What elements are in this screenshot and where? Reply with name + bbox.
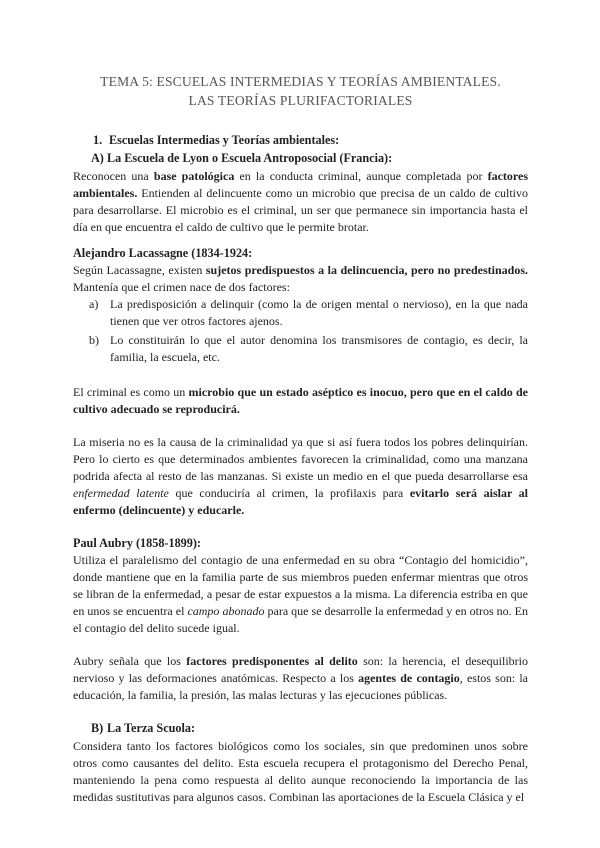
section-1-title: Escuelas Intermedias y Teorías ambientales: [109, 133, 340, 147]
document-page [73, 72, 528, 806]
subsection-a-marker: A) [91, 151, 104, 165]
subsection-a-title: La Escuela de Lyon o Escuela Antroposocial (Francia): [107, 151, 393, 165]
list-marker: b) [89, 333, 99, 347]
bold-base-patologica: base patológica [153, 169, 235, 183]
lacassagne-heading: Alejandro Lacassagne (1834-1924: [73, 246, 253, 260]
title-line-2: LAS TEORÍAS PLURIFACTORIALES [188, 93, 413, 108]
document-title [73, 72, 528, 110]
list-marker: a) [89, 297, 99, 311]
italic-enfermedad-latente: enfermedad latente [73, 486, 169, 500]
section-1-number: 1. [93, 133, 103, 147]
subsection-a-heading [91, 150, 528, 167]
aubry-heading: Paul Aubry (1858-1899): [73, 536, 201, 550]
lyon-paragraph: Reconocen una base patológica en la conducta criminal, aunque completada por factores ambientales. Entienden al delincuente como un microbio que precisa de un caldo de cultivo para desarrollarse. El microbio es el criminal, un ser que permanece sin importancia hasta el día en que encuentra el caldo de cultivo que le permite brotar. [73, 169, 529, 234]
factors-list [73, 296, 528, 366]
bold-microbio: microbio que un estado aséptico es inocuo, pero que en el caldo de cultivo adecuado se reproducirá. [73, 385, 528, 416]
bold-factores-predisponentes: factores predisponentes al delito [186, 654, 358, 668]
list-item: a) La predisposición a delinquir (como la de origen mental o nervioso), en la que nada tienen que ver otros factores ajenos. [89, 297, 528, 328]
bold-agentes-contagio: agentes de contagio [358, 671, 460, 685]
lacassagne-paragraph-1: Según Lacassagne, existen sujetos predispuestos a la delincuencia, pero no predestinados. Mantenía que el crimen nace de dos factores: [73, 263, 528, 294]
subsection-b-marker: B) [91, 721, 104, 735]
terza-scuola-paragraph: Considera tanto los factores biológicos como los sociales, sin que predominen unos sobre otros como causantes del delito. Esta escuela recupera el protagonismo del Derecho Penal, manteniendo la pena como respuesta al delito aunque reconociendo la importancia de las medidas sustitutivas para algunos casos. Combinan las aportaciones de la Escuela Clásica y el [73, 739, 528, 804]
section-1-heading [93, 132, 528, 149]
list-item: b) Lo constituirán lo que el autor denomina los transmisores de contagio, es decir, la familia, la escuela, etc. [89, 333, 528, 364]
bold-evitarlo: evitarlo será aislar al enfermo (delincuente) y educarle. [73, 486, 528, 517]
aubry-paragraph-1: Utiliza el paralelismo del contagio de una enfermedad en su obra “Contagio del homicidio”, donde mantiene que en la familia parte de sus miembros pueden enfermar mientras que otros se libran de la enfermedad, a pesar de estar expuestos a la misma. La diferencia estriba en que en unos se encuentra el campo abonado para que se desarrolle la enfermedad y en otros no. En el contagio del delito sucede igual. [73, 553, 528, 635]
lacassagne-paragraph-3: La miseria no es la causa de la criminalidad ya que si así fuera todos los pobres delinquirían. Pero lo cierto es que determinados ambientes favorecen la criminalidad, como una manzana podrida afecta al resto de las manzanas. Si existe un medio en el que pueda desarrollarse esa enfermedad latente que conduciría al crimen, la profilaxis para evitarlo será aislar al enfermo (delincuente) y educarle. [73, 435, 528, 517]
italic-campo-abonado: campo abonado [187, 604, 265, 618]
bold-factores-ambientales: factores ambientales. [73, 169, 529, 200]
title-line-1: TEMA 5: ESCUELAS INTERMEDIAS Y TEORÍAS AMBIENTALES. [100, 74, 501, 89]
bold-sujetos-predispuestos: sujetos predispuestos a la delincuencia, pero no predestinados. [205, 263, 528, 277]
lacassagne-paragraph-2: El criminal es como un microbio que un estado aséptico es inocuo, pero que en el caldo de cultivo adecuado se reproducirá. [73, 385, 528, 416]
subsection-b-title: La Terza Scuola: [107, 721, 196, 735]
aubry-paragraph-2: Aubry señala que los factores predisponentes al delito son: la herencia, el desequilibrio nervioso y las deformaciones anatómicas. Respecto a los agentes de contagio, estos son: la educación, la familia, la presión, las malas lecturas y las ejecuciones públicas. [73, 654, 529, 702]
subsection-b-heading [91, 720, 528, 737]
